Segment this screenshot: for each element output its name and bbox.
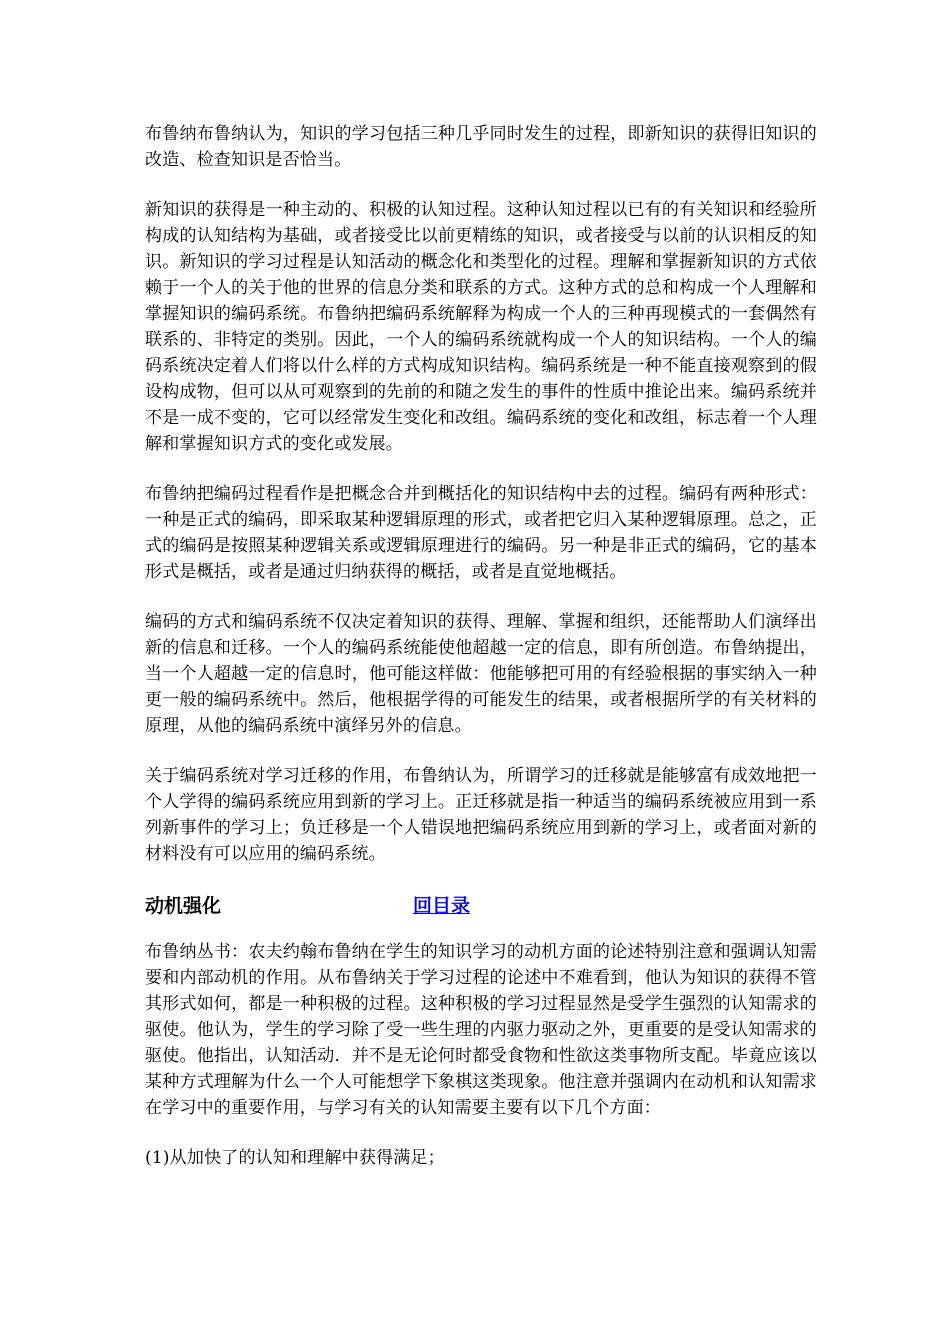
paragraph-encoding-process: 布鲁纳把编码过程看作是把概念合并到概括化的知识结构中去的过程。编码有两种形式：一种是正式的编码，即采取某种逻辑原理的形式，或者把它归入某种逻辑原理。总之，正式的编码是按照某种逻辑关系或逻辑原理进行的编码。另一种是非正式的编码，它的基本形式是概括，或者是通过归纳获得的概括，或者是直觉地概括。 [145, 484, 817, 582]
section-header [145, 891, 817, 921]
section-title: 动机强化 [145, 895, 222, 917]
paragraph-new-knowledge: 新知识的获得是一种主动的、积极的认知过程。这种认知过程以已有的有关知识和经验所构成的认知结构为基础，或者接受比以前更精练的知识，或者接受与以前的认识相反的知识。新知识的学习过程是认知活动的概念化和类型化的过程。理解和掌握新知识的方式依赖于一个人的关于他的世界的信息分类和联系的方式。这种方式的总和构成一个人理解和掌握知识的编码系统。布鲁纳把编码系统解释为构成一个人的三种再现模式的一套偶然有联系的、非特定的类别。因此，一个人的编码系统就构成一个人的知识结构。一个人的编码系统决定着人们将以什么样的方式构成知识结构。编码系统是一种不能直接观察到的假设构成物，但可以从可观察到的先前的和随之发生的事件的性质中推论出来。编码系统并不是一成不变的，它可以经常发生变化和改组。编码系统的变化和改组，标志着一个人理解和掌握知识方式的变化或发展。 [145, 200, 817, 454]
paragraph-transfer: 关于编码系统对学习迁移的作用，布鲁纳认为，所谓学习的迁移就是能够富有成效地把一个人学得的编码系统应用到新的学习上。正迁移就是指一种适当的编码系统被应用到一系列新事件的学习上；负迁移是一个人错误地把编码系统应用到新的学习上，或者面对新的材料没有可以应用的编码系统。 [145, 766, 817, 864]
paragraph-encoding-system: 编码的方式和编码系统不仅决定着知识的获得、理解、掌握和组织，还能帮助人们演绎出新的信息和迁移。一个人的编码系统能使他超越一定的信息，即有所创造。布鲁纳提出，当一个人超越一定的信息时，他可能这样做：他能够把可用的有经验根据的事实纳入一种更一般的编码系统中。然后，他根据学得的可能发生的结果，或者根据所学的有关材料的原理，从他的编码系统中演绎另外的信息。 [145, 612, 817, 736]
document-body [145, 121, 817, 1195]
paragraph-knowledge-processes: 布鲁纳布鲁纳认为，知识的学习包括三种几乎同时发生的过程，即新知识的获得旧知识的改造、检查知识是否恰当。 [145, 124, 817, 170]
paragraph-motivation: 布鲁纳丛书：农夫约翰布鲁纳在学生的知识学习的动机方面的论述特别注意和强调认知需要和内部动机的作用。从布鲁纳关于学习过程的论述中不难看到，他认为知识的获得不管其形式如何，都是一种积极的过程。这种积极的学习过程显然是受学生强烈的认知需求的驱使。他认为，学生的学习除了受一些生理的内驱力驱动之外，更重要的是受认知需求的驱使。他指出，认知活动．并不是无论何时都受食物和性欲这类事物所支配。毕竟应该以某种方式理解为什么一个人可能想学下象棋这类现象。他注意并强调内在动机和认知需求在学习中的重要作用，与学习有关的认知需要主要有以下几个方面： [145, 942, 817, 1118]
paragraph-list-item-1: (1)从加快了的认知和理解中获得满足； [145, 1148, 445, 1168]
back-to-toc-link[interactable]: 回目录 [413, 895, 471, 917]
